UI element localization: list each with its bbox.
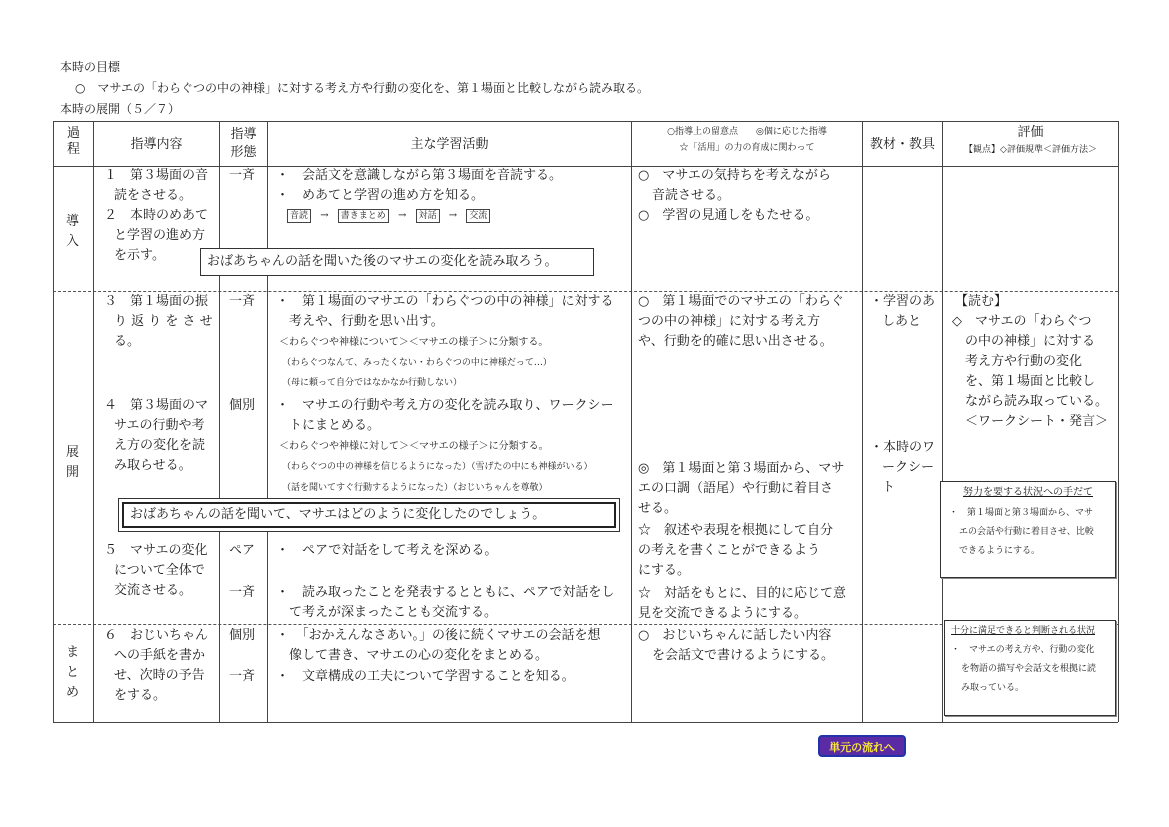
- goal-heading: 本時の目標: [60, 60, 121, 74]
- example-1: （わらぐつなんて、みったくない・わらぐつの中に神様だって…）: [282, 358, 552, 368]
- learning-steps: 音読 → 書きまとめ → 対話 → 交流: [287, 209, 490, 223]
- develop-content-4: ４ 第３場面のマ サエの行動や考 え方の変化を読 み取らせる。: [104, 398, 209, 473]
- develop-activity-5b: ・ 読み取ったことを発表するとともに、ペアで対話をし て考えが深まったことも交流する。: [276, 585, 615, 620]
- develop-notes-a: ○ 第１場面でのマサエの「わらぐ つの中の神様」に対する考え方 や、行動を的確に思い出させる。: [638, 294, 844, 349]
- develop-activity-3: ・ 第１場面のマサエの「わらぐつの中の神様」に対する 考えや、行動を思い出す。: [276, 294, 614, 329]
- summary-activity-a: ・ 「おかえんなさあい。」の後に続くマサエの会話を想 像して書き、マサエの心の変化をまとめる。: [276, 628, 601, 663]
- satisfactory-text: ・ マサエの考え方や、行動の変化 を物語の描写や会話文を根拠に読 み取っている。: [951, 645, 1097, 693]
- example-4: （話を聞いてすぐ行動するようになった）（おじいちゃんを尊敬）: [282, 483, 548, 493]
- header-process: 過程: [67, 126, 81, 157]
- summary-content: ６ おじいちゃん への手紙を書か せ、次時の予告 をする。: [104, 628, 209, 703]
- develop-form-5b: 一斉: [229, 585, 256, 600]
- header-form: 指導 形態: [230, 127, 257, 160]
- satisfactory-title: 十分に満足できると判断される状況: [951, 626, 1096, 636]
- question-box: おばあちゃんの話を聞いて、マサエはどのように変化したのでしょう。: [118, 498, 620, 532]
- stage-summary: まとめ: [66, 645, 80, 700]
- step-dialogue: 対話: [416, 209, 440, 223]
- intro-content: １ 第３場面の音 読をさせる。 ２ 本時のめあて と学習の進め方 を示す。: [104, 168, 209, 263]
- step-reading: 音読: [287, 209, 311, 223]
- materials-b: ・本時のワ ークシー ト: [870, 440, 936, 495]
- support-text: ・ 第１場面と第３場面から、マサ エの会話や行動に着目させ、比較 できるようにする。: [949, 508, 1094, 556]
- summary-activity-b: ・ 文章構成の工夫について学習することを知る。: [276, 669, 575, 684]
- step-writing: 書きまとめ: [338, 209, 389, 223]
- header-content: 指導内容: [130, 137, 183, 152]
- header-activity: 主な学習活動: [410, 137, 489, 152]
- progress-heading: 本時の展開（５／７）: [60, 102, 181, 116]
- develop-notes-b: ◎ 第１場面と第３場面から、マサ エの口調（語尾）や行動に着目さ せる。: [638, 461, 845, 516]
- intro-notes: ○ マサエの気持ちを考えながら 音読させる。 ○ 学習の見通しをもたせる。: [638, 168, 831, 223]
- stage-intro: 導入: [66, 214, 80, 249]
- satisfactory-box: [944, 620, 1116, 716]
- support-title: 努力を要する状況への手だて: [963, 487, 1093, 498]
- intro-form: 一斉: [229, 168, 256, 183]
- unit-flow-button[interactable]: 単元の流れへ: [818, 735, 906, 757]
- arrow-2: →: [397, 210, 407, 221]
- summary-form-a: 個別: [229, 628, 256, 643]
- develop-form-3: 一斉: [229, 294, 256, 309]
- develop-content-3: ３ 第１場面の振 り 返 り を さ せ る。: [104, 294, 213, 349]
- develop-form-4: 個別: [229, 398, 256, 413]
- arrow-3: →: [448, 210, 458, 221]
- develop-form-5a: ペア: [229, 543, 256, 558]
- materials-a: ・学習のあ しあと: [870, 294, 936, 329]
- develop-content-5: ５ マサエの変化 について全体で 交流させる。: [104, 543, 208, 598]
- example-3: （わらぐつの中の神様を信じるようになった）（雪げたの中にも神様がいる）: [282, 462, 593, 472]
- develop-notes-c: ☆ 叙述や表現を根拠にして自分 の考えを書くことができるよう にする。: [638, 523, 834, 578]
- evaluation-criteria: 【読む】 ◇ マサエの「わらぐつ の中の神様」に対する 考え方や行動の変化 を、第１場面と比較し ながら読み取っている。 ＜ワークシート・発言＞: [952, 294, 1109, 429]
- example-2: （母に頼って自分ではなかなか行動しない）: [282, 378, 463, 388]
- classify-2: ＜わらぐつや神様に対して＞＜マサエの様子＞に分類する。: [279, 441, 549, 452]
- stage-develop: 展開: [66, 445, 80, 480]
- lesson-goal-box: おばあちゃんの話を聞いた後のマサエの変化を読み取ろう。: [200, 248, 594, 276]
- goal-text: ○ マサエの「わらぐつの中の神様」に対する考え方や行動の変化を、第１場面と比較しながら読み取る。: [75, 81, 649, 95]
- summary-form-b: 一斉: [229, 669, 256, 684]
- step-exchange: 交流: [466, 209, 490, 223]
- header-materials: 教材・教具: [869, 137, 935, 152]
- intro-activity: ・ 会話文を意識しながら第３場面を音読する。 ・ めあてと学習の進め方を知る。: [276, 168, 563, 203]
- develop-activity-4: ・ マサエの行動や考え方の変化を読み取り、ワークシー トにまとめる。: [276, 398, 614, 433]
- classify-1: ＜わらぐつや神様について＞＜マサエの様子＞に分類する。: [279, 337, 549, 348]
- header-evaluation: 評価 【観点】◇評価規準＜評価方法＞: [964, 125, 1097, 155]
- support-box: [940, 481, 1116, 578]
- summary-notes: ○ おじいちゃんに話したい内容 を会話文で書けるようにする。: [638, 628, 835, 663]
- develop-activity-5a: ・ ペアで対話をして考えを深める。: [276, 543, 498, 558]
- header-notes: ○指導上の留意点 ◎個に応じた指導 ☆「活用」の力の育成に関わって: [667, 127, 827, 153]
- develop-notes-d: ☆ 対話をもとに、目的に応じて意 見を交流できるようにする。: [638, 586, 847, 621]
